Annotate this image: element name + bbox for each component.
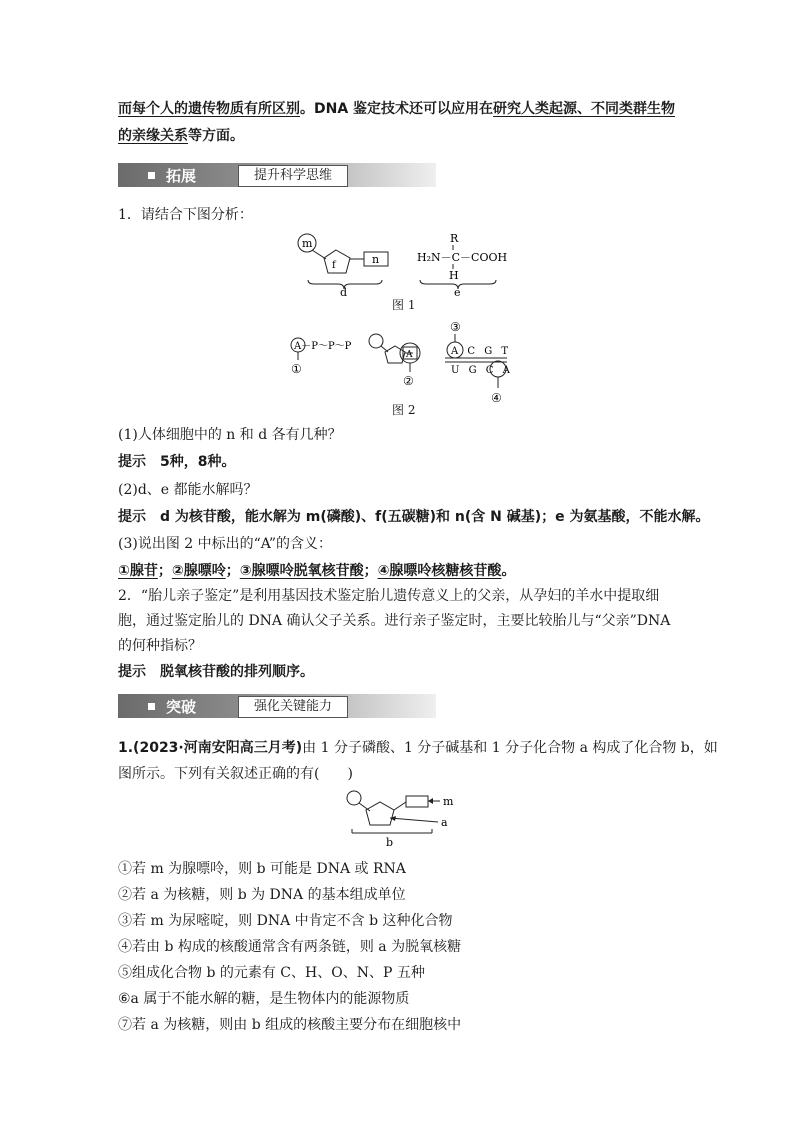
question-text: 由 1 分子磷酸、1 分子碱基和 1 分子化合物 a 构成了化合物 b，如 xyxy=(302,740,718,756)
answer-2 xyxy=(118,507,710,527)
separator: ； xyxy=(363,563,378,579)
label-f: f xyxy=(332,260,336,271)
separator: ； xyxy=(157,563,172,579)
answer-text: d 为核苷酸，能水解为 m(磷酸)、f(五碳糖)和 n(含 N 碱基)；e 为氨基酸，不能水解。 xyxy=(160,509,710,525)
answer-text: 5种，8种。 xyxy=(160,454,236,470)
section-header-extend xyxy=(118,163,436,187)
question-2-line-2: 胞，通过鉴定胎儿的 DNA 确认父子关系。进行亲子鉴定时，主要比较胎儿与“父亲”DNA xyxy=(118,613,671,629)
label-a: A xyxy=(406,350,413,360)
arrow-icon xyxy=(428,798,433,804)
question-1-stem: 1．请结合下图分析： xyxy=(118,207,253,223)
answer-item: ③腺嘌呤脱氧核苷酸 xyxy=(239,563,364,579)
label-n: n xyxy=(372,253,380,266)
sub-question-3: (3)说出图 2 中标出的“A”的含义： xyxy=(118,536,333,552)
figure-2-diagram xyxy=(285,318,525,410)
intro-line-2 xyxy=(118,126,244,146)
sub-question-1: (1)人体细胞中的 n 和 d 各有几种？ xyxy=(118,427,342,443)
separator: ； xyxy=(225,563,240,579)
question-3-line-2: 图所示。下列有关叙述正确的有( ) xyxy=(118,766,353,782)
option-3: ③若 m 为尿嘧啶，则 DNA 中肯定不含 b 这种化合物 xyxy=(118,913,453,929)
amino-acid-formula: H₂N－C－COOH xyxy=(417,251,508,264)
pentagon-sugar xyxy=(385,346,405,363)
answer-text: 脱氧核苷酸的排列顺序。 xyxy=(160,664,314,680)
pentagon-sugar xyxy=(366,802,394,825)
option-4: ④若由 b 构成的核酸通常含有两条链，则 a 为脱氧核糖 xyxy=(118,939,462,955)
label-circle-3: ③ xyxy=(450,320,461,334)
label-m: m xyxy=(443,795,454,808)
answer-q2 xyxy=(118,662,314,682)
underlined-phrase: 研究人类起源、不同类群生物 xyxy=(493,101,676,117)
label-circle-4: ④ xyxy=(491,391,502,405)
label-m: m xyxy=(302,237,313,250)
intro-text: 等方面。 xyxy=(188,128,244,144)
label-circle-2: ② xyxy=(403,374,414,388)
label-a: a xyxy=(441,816,448,829)
option-6: ⑥a 属于不能水解的糖，是生物体内的能源物质 xyxy=(118,991,410,1007)
section-subtitle: 强化关键能力 xyxy=(238,696,348,718)
sub-question-2: (2)d、e 都能水解吗？ xyxy=(118,482,258,498)
figure-1-diagram xyxy=(290,228,520,298)
option-1: ①若 m 为腺嘌呤，则 b 可能是 DNA 或 RNA xyxy=(118,861,406,877)
figure-2-caption: 图 2 xyxy=(392,403,416,417)
option-2: ②若 a 为核糖，则 b 为 DNA 的基本组成单位 xyxy=(118,887,406,903)
answer-item: ④腺嘌呤核糖核苷酸 xyxy=(377,563,502,579)
option-5: ⑤组成化合物 b 的元素有 C、H、O、N、P 五种 xyxy=(118,965,425,981)
separator: 。 xyxy=(501,563,516,579)
tip-label: 提示 xyxy=(118,509,146,525)
label-e: e xyxy=(454,286,461,298)
square-bullet-icon xyxy=(148,172,155,179)
label-d: d xyxy=(340,286,348,298)
phosphate-circle xyxy=(369,334,383,348)
figure-1-caption: 图 1 xyxy=(392,298,416,312)
answer-item: ②腺嘌呤 xyxy=(171,563,226,579)
dna-top-strand: A C G T xyxy=(451,346,512,357)
bond-line xyxy=(394,802,406,810)
base-rectangle xyxy=(406,796,428,807)
section-header-breakthrough xyxy=(118,694,436,718)
answer-3 xyxy=(118,561,515,581)
section-title: 拓展 xyxy=(166,167,197,185)
option-7: ⑦若 a 为核糖，则由 b 组成的核酸主要分布在细胞核中 xyxy=(118,1017,462,1033)
question-3-line-1 xyxy=(118,738,718,758)
label-r: R xyxy=(450,232,459,245)
square-bullet-icon xyxy=(148,703,155,710)
question-source: 1.(2023·河南安阳高三月考) xyxy=(118,740,303,756)
question-2-line-1: 2．“胎儿亲子鉴定”是利用基因技术鉴定胎儿遗传意义上的父亲，从孕妇的羊水中提取细 xyxy=(118,588,660,604)
section-title: 突破 xyxy=(166,698,197,716)
answer-item: ①腺苷 xyxy=(118,563,158,579)
tip-label: 提示 xyxy=(118,454,146,470)
underlined-phrase: 的亲缘关系 xyxy=(118,128,188,144)
answer-1 xyxy=(118,452,235,472)
label-h: H xyxy=(449,269,459,282)
pointer-line xyxy=(390,818,438,822)
underlined-phrase: 而每个人的遗传物质有所区别 xyxy=(118,101,300,117)
label-b: b xyxy=(386,836,394,849)
rna-bottom-strand: U G C A xyxy=(451,365,513,376)
section-subtitle: 提升科学思维 xyxy=(238,165,348,187)
intro-line-1 xyxy=(118,99,675,119)
question-2-line-3: 的何种指标？ xyxy=(118,638,202,654)
label-circle-1: ① xyxy=(291,362,302,376)
tip-label: 提示 xyxy=(118,664,146,680)
intro-text: 。DNA 鉴定技术还可以应用在 xyxy=(300,101,494,117)
atp-formula: A－P～P～P xyxy=(294,341,352,352)
bond-line xyxy=(359,803,370,811)
nucleotide-diagram xyxy=(340,788,470,850)
phosphate-circle xyxy=(347,791,361,805)
pentagon-sugar xyxy=(324,250,350,273)
